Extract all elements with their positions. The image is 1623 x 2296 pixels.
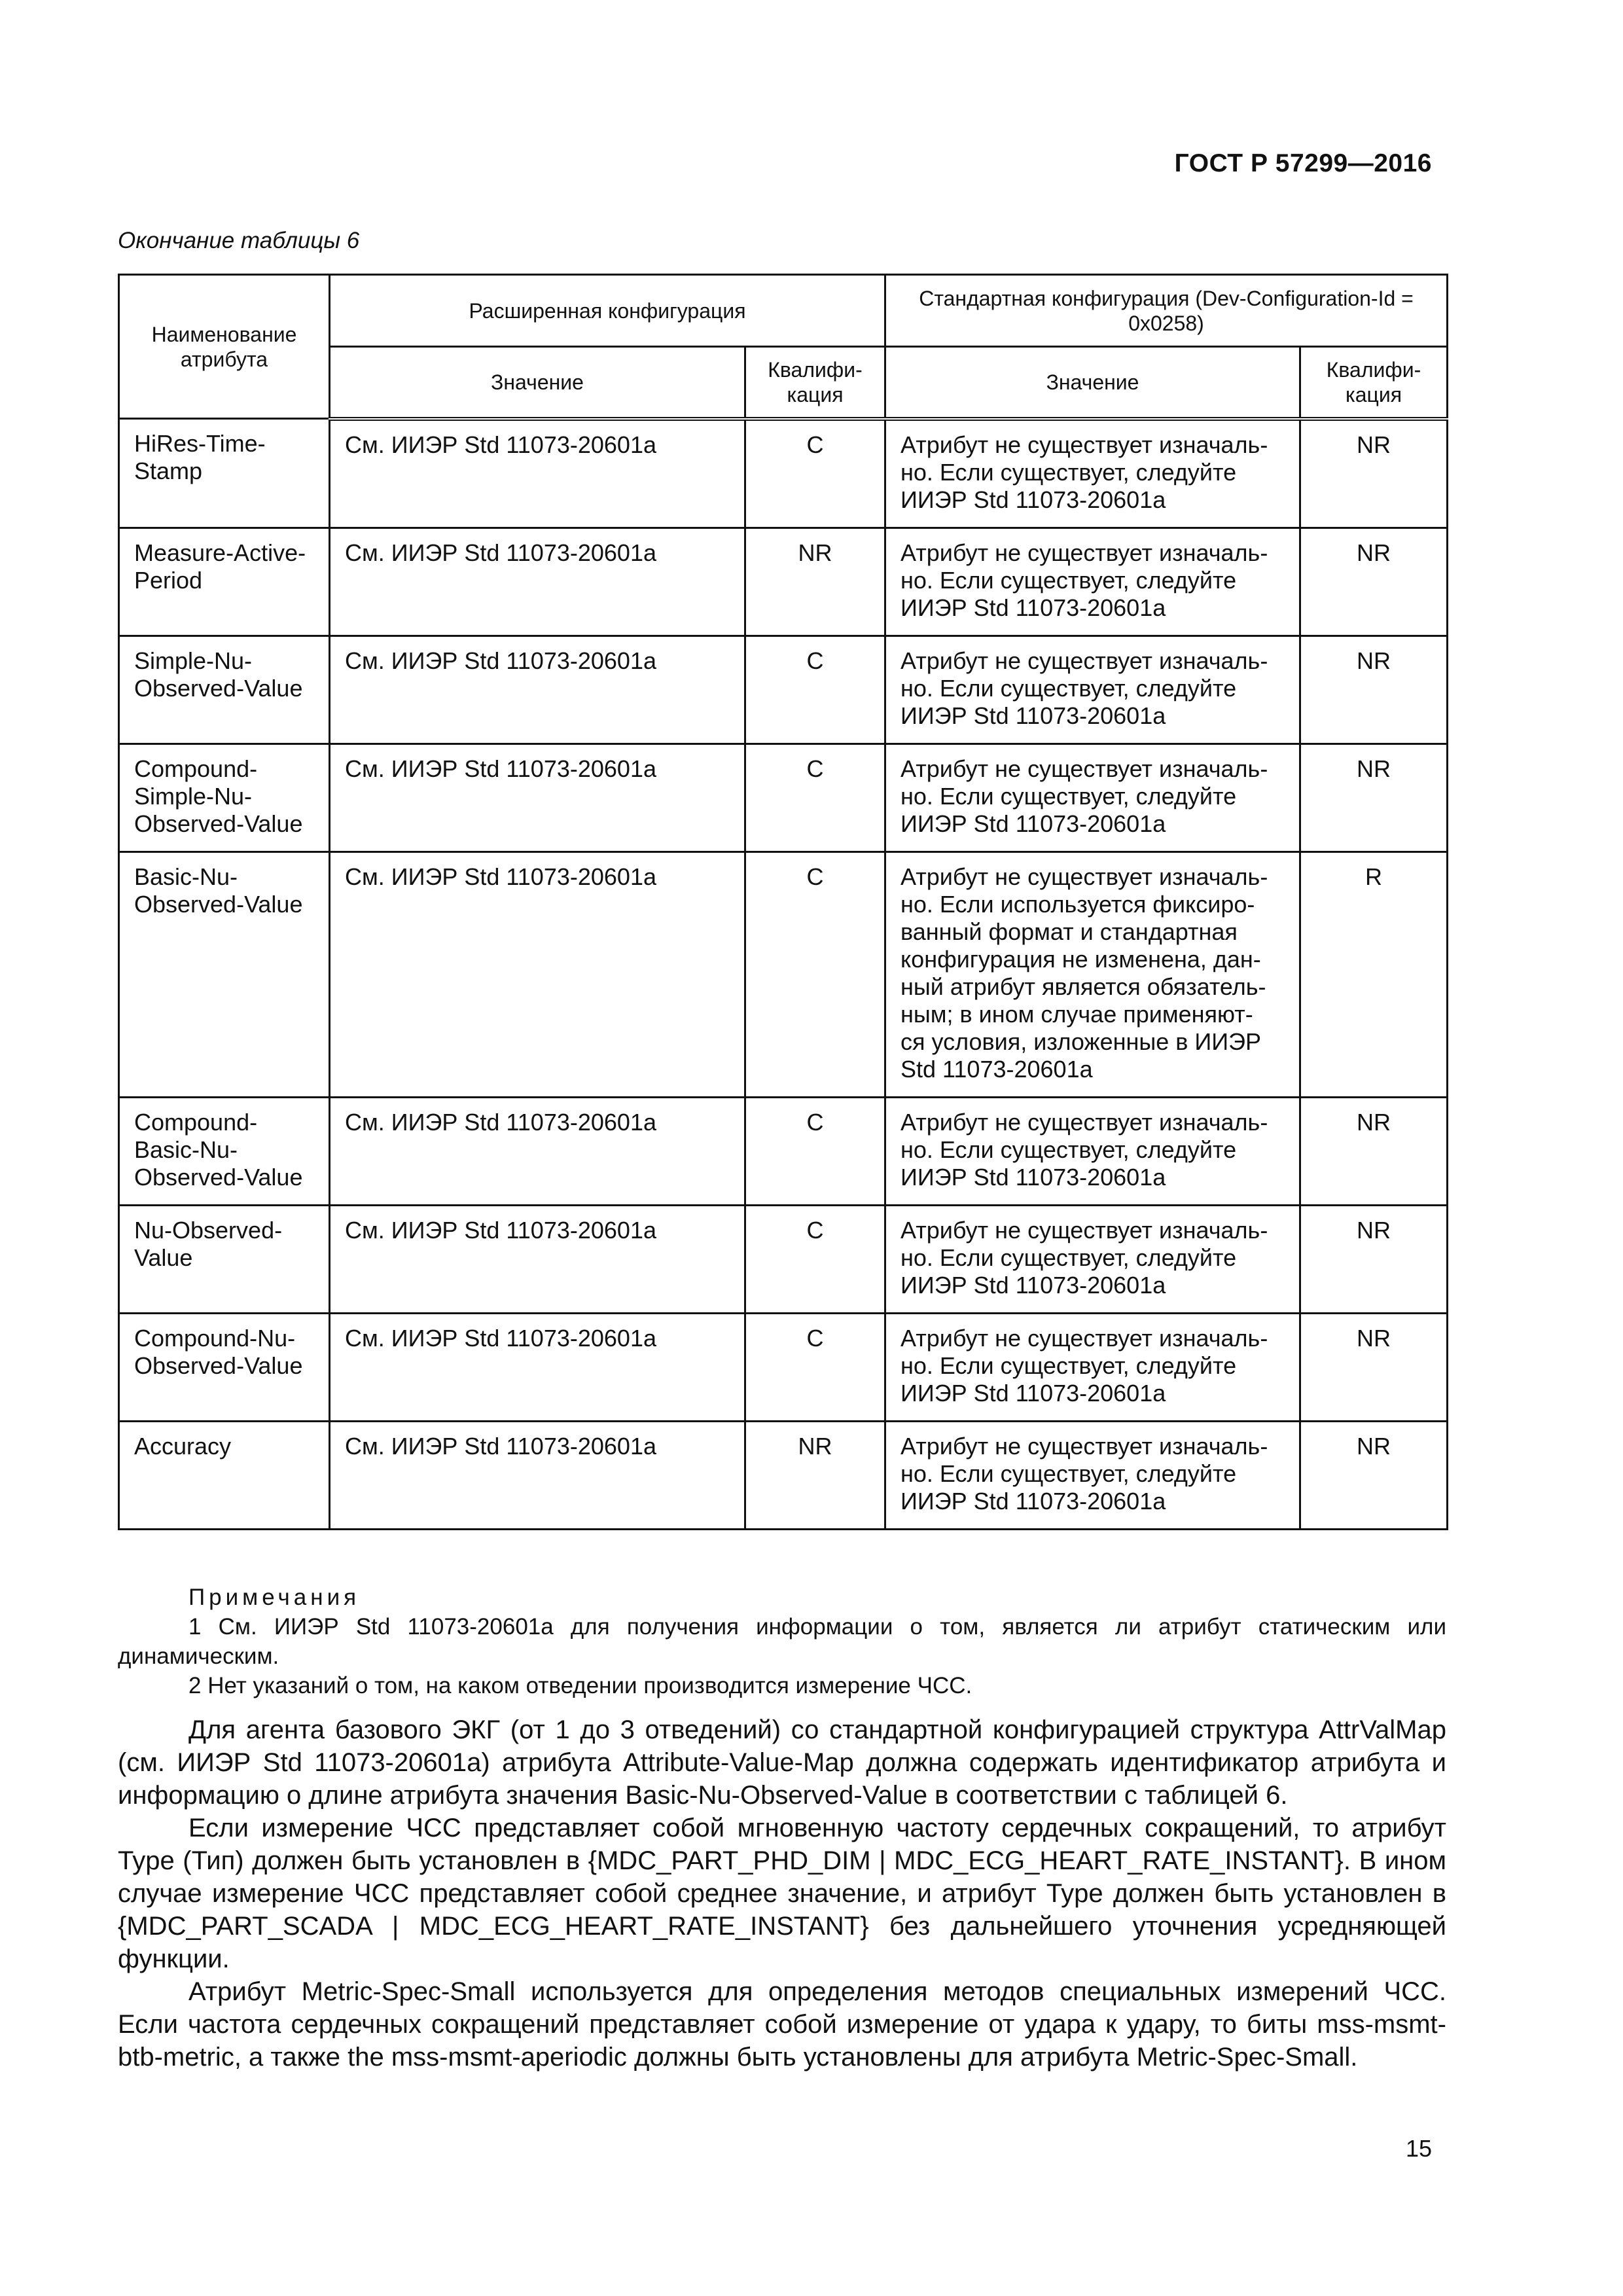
std-value-cell	[885, 744, 1300, 852]
attribute-name-cell: Compound-Nu-Observed-Value	[119, 1313, 330, 1421]
std-value-line: но. Если существует, следуйте	[901, 1352, 1237, 1379]
ext-qualification-cell: C	[745, 1313, 885, 1421]
header-std-value: Значение	[885, 347, 1300, 419]
header-std-qualification: Квалифи-кация	[1300, 347, 1448, 419]
paragraph: Для агента базового ЭКГ (от 1 до 3 отведений) со стандартной конфигурацией структура AttrValMap (см. ИИЭР Std 11073-20601a) атрибута Attribute-Value-Map должна содержать идентификатор атрибута и информацию о длине атрибута значения Basic-Nu-Observed-Value в соответствии с таблицей 6.	[118, 1715, 1446, 1810]
ext-qualification-cell: C	[745, 1205, 885, 1313]
std-value-line: ИИЭР Std 11073-20601a	[901, 1271, 1166, 1299]
std-value-line: Std 11073-20601a	[901, 1055, 1093, 1083]
std-value-line: ным; в ином случае применяют-	[901, 1000, 1253, 1028]
ext-qualification-cell: C	[745, 1097, 885, 1205]
std-value-line: но. Если существует, следуйте	[901, 1460, 1237, 1487]
std-value-line: Атрибут не существует изначаль-	[901, 1216, 1268, 1244]
std-qualification-cell: NR	[1300, 744, 1448, 852]
std-value-cell	[885, 1205, 1300, 1313]
std-qualification-cell: NR	[1300, 636, 1448, 744]
table-row	[119, 1421, 1448, 1529]
std-value-line: но. Если существует, следуйте	[901, 1244, 1237, 1271]
ext-value-cell: См. ИИЭР Std 11073-20601a	[330, 419, 745, 528]
attributes-table	[118, 274, 1448, 1530]
std-value-line: ИИЭР Std 11073-20601a	[901, 1487, 1166, 1515]
ext-value-cell: См. ИИЭР Std 11073-20601a	[330, 1097, 745, 1205]
std-value-line: Атрибут не существует изначаль-	[901, 1432, 1268, 1460]
paragraph: Атрибут Metric-Spec-Small используется для определения методов специальных измерений ЧСС. Если частота сердечных сокращений представляет собой измерение от удара к удару, то биты mss-msmt-btb-metric, а также the mss-msmt-aperiodic должны быть установлены для атрибута Metric-Spec-Small.	[118, 1977, 1446, 2072]
attribute-name-cell: Compound-Simple-Nu-Observed-Value	[119, 744, 330, 852]
table-row	[119, 744, 1448, 852]
ext-value-cell: См. ИИЭР Std 11073-20601a	[330, 744, 745, 852]
std-value-cell	[885, 1097, 1300, 1205]
std-qualification-cell: R	[1300, 852, 1448, 1097]
std-value-line: Атрибут не существует изначаль-	[901, 431, 1268, 458]
std-value-cell	[885, 528, 1300, 636]
header-standard-config: Стандартная конфигурация (Dev-Configuration-Id = 0x0258)	[885, 275, 1448, 347]
attribute-name-cell: Basic-Nu-Observed-Value	[119, 852, 330, 1097]
std-value-cell	[885, 636, 1300, 744]
std-value-cell	[885, 852, 1300, 1097]
std-qualification-cell: NR	[1300, 1097, 1448, 1205]
ext-value-cell: См. ИИЭР Std 11073-20601a	[330, 636, 745, 744]
std-value-line: Атрибут не существует изначаль-	[901, 863, 1268, 890]
ext-qualification-cell: C	[745, 744, 885, 852]
notes-title: Примечания	[188, 1585, 361, 1610]
std-value-line: но. Если существует, следуйте	[901, 566, 1237, 594]
ext-qualification-cell: NR	[745, 1421, 885, 1529]
table-row	[119, 1205, 1448, 1313]
std-value-line: ИИЭР Std 11073-20601a	[901, 810, 1166, 837]
std-value-line: ИИЭР Std 11073-20601a	[901, 1379, 1166, 1407]
std-qualification-cell: NR	[1300, 528, 1448, 636]
body-text	[118, 1713, 1446, 2073]
attribute-name-cell: Compound-Basic-Nu-Observed-Value	[119, 1097, 330, 1205]
std-value-line: Атрибут не существует изначаль-	[901, 539, 1268, 566]
attribute-name-cell: HiRes-Time-Stamp	[119, 419, 330, 528]
header-ext-value: Значение	[330, 347, 745, 419]
std-value-line: ванный формат и стандартная	[901, 918, 1238, 945]
std-value-line: конфигурация не изменена, дан-	[901, 945, 1261, 973]
table-row	[119, 1097, 1448, 1205]
note-2: 2 Нет указаний о том, на каком отведении производится измерение ЧСС.	[188, 1673, 972, 1698]
header-extended-config: Расширенная конфигурация	[330, 275, 885, 347]
table-body	[119, 419, 1448, 1530]
std-value-line: ИИЭР Std 11073-20601a	[901, 486, 1166, 513]
std-value-line: но. Если существует, следуйте	[901, 782, 1237, 810]
ext-value-cell: См. ИИЭР Std 11073-20601a	[330, 1205, 745, 1313]
attribute-name-cell: Accuracy	[119, 1421, 330, 1529]
paragraph: Если измерение ЧСС представляет собой мгновенную частоту сердечных сокращений, то атрибут Type (Тип) должен быть установлен в {MDC_PART_PHD_DIM | MDC_ECG_HEART_RATE_INSTANT}. В ином случае измерение ЧСС представляет собой среднее значение, и атрибут Type должен быть установлен в {MDC_PART_SCADA | MDC_ECG_HEART_RATE_INSTANT} без дальнейшего уточнения усредняющей функции.	[118, 1814, 1446, 1973]
ext-value-cell: См. ИИЭР Std 11073-20601a	[330, 1313, 745, 1421]
std-qualification-cell: NR	[1300, 419, 1448, 528]
table-caption: Окончание таблицы 6	[118, 228, 360, 253]
ext-qualification-cell: NR	[745, 528, 885, 636]
std-value-line: но. Если существует, следуйте	[901, 674, 1237, 702]
page-number: 15	[1405, 2135, 1432, 2162]
attribute-name-cell: Nu-Observed-Value	[119, 1205, 330, 1313]
header-ext-qualification: Квалифи-кация	[745, 347, 885, 419]
ext-value-cell: См. ИИЭР Std 11073-20601a	[330, 1421, 745, 1529]
attribute-name-cell: Measure-Active-Period	[119, 528, 330, 636]
ext-value-cell: См. ИИЭР Std 11073-20601a	[330, 528, 745, 636]
table-row	[119, 419, 1448, 528]
note-1: 1 См. ИИЭР Std 11073-20601a для получения информации о том, является ли атрибут статическим или динамическим.	[118, 1614, 1446, 1669]
std-value-line: Атрибут не существует изначаль-	[901, 1108, 1268, 1136]
ext-value-cell: См. ИИЭР Std 11073-20601a	[330, 852, 745, 1097]
notes-section	[118, 1583, 1446, 1700]
std-value-line: Атрибут не существует изначаль-	[901, 1324, 1268, 1352]
std-value-cell	[885, 1313, 1300, 1421]
table-row	[119, 636, 1448, 744]
std-value-line: ИИЭР Std 11073-20601a	[901, 1163, 1166, 1191]
table-row	[119, 1313, 1448, 1421]
std-value-line: ный атрибут является обязатель-	[901, 973, 1266, 1000]
table-row	[119, 528, 1448, 636]
std-value-line: ИИЭР Std 11073-20601a	[901, 702, 1166, 729]
std-value-line: но. Если используется фиксиро-	[901, 890, 1255, 918]
ext-qualification-cell: C	[745, 636, 885, 744]
std-value-line: Атрибут не существует изначаль-	[901, 755, 1268, 782]
ext-qualification-cell: C	[745, 852, 885, 1097]
std-qualification-cell: NR	[1300, 1421, 1448, 1529]
document-code: ГОСТ Р 57299—2016	[1174, 149, 1432, 177]
std-value-line: Атрибут не существует изначаль-	[901, 647, 1268, 674]
std-qualification-cell: NR	[1300, 1205, 1448, 1313]
std-value-line: ИИЭР Std 11073-20601a	[901, 594, 1166, 621]
std-value-line: но. Если существует, следуйте	[901, 458, 1237, 486]
std-value-line: но. Если существует, следуйте	[901, 1136, 1237, 1163]
std-value-line: ся условия, изложенные в ИИЭР	[901, 1028, 1262, 1055]
std-value-cell	[885, 1421, 1300, 1529]
ext-qualification-cell: C	[745, 419, 885, 528]
table-row	[119, 852, 1448, 1097]
std-value-cell	[885, 419, 1300, 528]
attribute-name-cell: Simple-Nu-Observed-Value	[119, 636, 330, 744]
std-qualification-cell: NR	[1300, 1313, 1448, 1421]
header-attribute-name: Наименование атрибута	[119, 275, 330, 419]
